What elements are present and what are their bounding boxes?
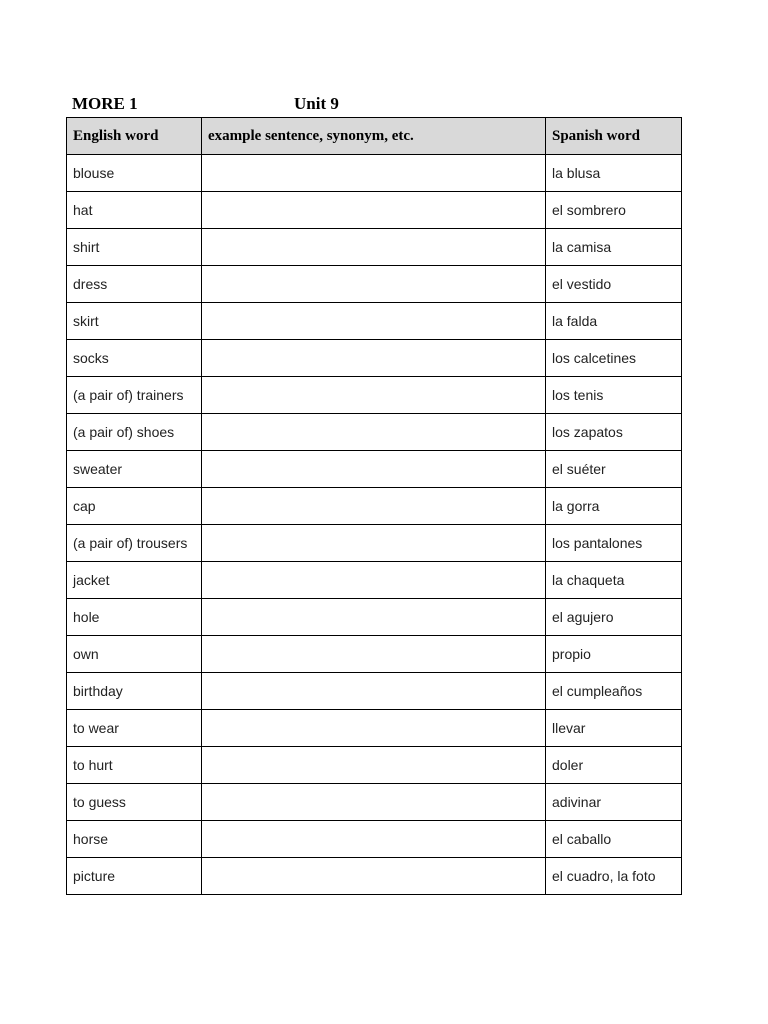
spanish-word-cell: el agujero [546, 599, 682, 636]
table-row [67, 340, 682, 377]
example-sentence-cell [202, 784, 546, 821]
example-sentence-cell [202, 636, 546, 673]
example-sentence-cell [202, 673, 546, 710]
table-row [67, 858, 682, 895]
example-sentence-cell [202, 858, 546, 895]
english-word-cell: jacket [67, 562, 202, 599]
table-row [67, 673, 682, 710]
spanish-word-cell: propio [546, 636, 682, 673]
table-row [67, 414, 682, 451]
spanish-word-cell: el suéter [546, 451, 682, 488]
example-sentence-cell [202, 821, 546, 858]
example-sentence-cell [202, 525, 546, 562]
table-row [67, 525, 682, 562]
english-word-cell: own [67, 636, 202, 673]
english-word-cell: to hurt [67, 747, 202, 784]
example-sentence-cell [202, 377, 546, 414]
english-word-cell: cap [67, 488, 202, 525]
table-row [67, 821, 682, 858]
example-sentence-cell [202, 303, 546, 340]
table-row [67, 599, 682, 636]
spanish-word-cell: la blusa [546, 155, 682, 192]
example-sentence-cell [202, 747, 546, 784]
spanish-word-cell: el vestido [546, 266, 682, 303]
header-example-sentence: example sentence, synonym, etc. [202, 118, 546, 155]
header-english-word: English word [67, 118, 202, 155]
english-word-cell: picture [67, 858, 202, 895]
spanish-word-cell: la falda [546, 303, 682, 340]
table-row [67, 747, 682, 784]
example-sentence-cell [202, 155, 546, 192]
english-word-cell: hat [67, 192, 202, 229]
english-word-cell: shirt [67, 229, 202, 266]
example-sentence-cell [202, 562, 546, 599]
spanish-word-cell: llevar [546, 710, 682, 747]
header-spanish-word: Spanish word [546, 118, 682, 155]
spanish-word-cell: los zapatos [546, 414, 682, 451]
header-row [67, 118, 682, 155]
example-sentence-cell [202, 340, 546, 377]
example-sentence-cell [202, 710, 546, 747]
table-row [67, 377, 682, 414]
course-title: MORE 1 [72, 94, 138, 113]
english-word-cell: to guess [67, 784, 202, 821]
example-sentence-cell [202, 414, 546, 451]
english-word-cell: dress [67, 266, 202, 303]
table-row [67, 562, 682, 599]
unit-title: Unit 9 [294, 94, 339, 113]
table-row [67, 229, 682, 266]
spanish-word-cell: el sombrero [546, 192, 682, 229]
english-word-cell: hole [67, 599, 202, 636]
spanish-word-cell: los calcetines [546, 340, 682, 377]
spanish-word-cell: doler [546, 747, 682, 784]
table-row [67, 155, 682, 192]
spanish-word-cell: el cumpleaños [546, 673, 682, 710]
english-word-cell: (a pair of) trainers [67, 377, 202, 414]
english-word-cell: (a pair of) shoes [67, 414, 202, 451]
example-sentence-cell [202, 451, 546, 488]
table-row [67, 451, 682, 488]
example-sentence-cell [202, 266, 546, 303]
table-row [67, 192, 682, 229]
english-word-cell: to wear [67, 710, 202, 747]
example-sentence-cell [202, 599, 546, 636]
table-row [67, 710, 682, 747]
table-header [67, 118, 682, 155]
table-body [67, 155, 682, 895]
spanish-word-cell: el caballo [546, 821, 682, 858]
spanish-word-cell: el cuadro, la foto [546, 858, 682, 895]
english-word-cell: skirt [67, 303, 202, 340]
english-word-cell: socks [67, 340, 202, 377]
spanish-word-cell: adivinar [546, 784, 682, 821]
english-word-cell: birthday [67, 673, 202, 710]
english-word-cell: (a pair of) trousers [67, 525, 202, 562]
spanish-word-cell: la gorra [546, 488, 682, 525]
example-sentence-cell [202, 192, 546, 229]
page-heading [72, 94, 672, 116]
table-row [67, 266, 682, 303]
spanish-word-cell: la chaqueta [546, 562, 682, 599]
example-sentence-cell [202, 229, 546, 266]
table-row [67, 784, 682, 821]
english-word-cell: sweater [67, 451, 202, 488]
example-sentence-cell [202, 488, 546, 525]
spanish-word-cell: los pantalones [546, 525, 682, 562]
english-word-cell: blouse [67, 155, 202, 192]
table-row [67, 303, 682, 340]
table-row [67, 488, 682, 525]
spanish-word-cell: la camisa [546, 229, 682, 266]
table-row [67, 636, 682, 673]
english-word-cell: horse [67, 821, 202, 858]
vocabulary-table [66, 117, 682, 895]
spanish-word-cell: los tenis [546, 377, 682, 414]
